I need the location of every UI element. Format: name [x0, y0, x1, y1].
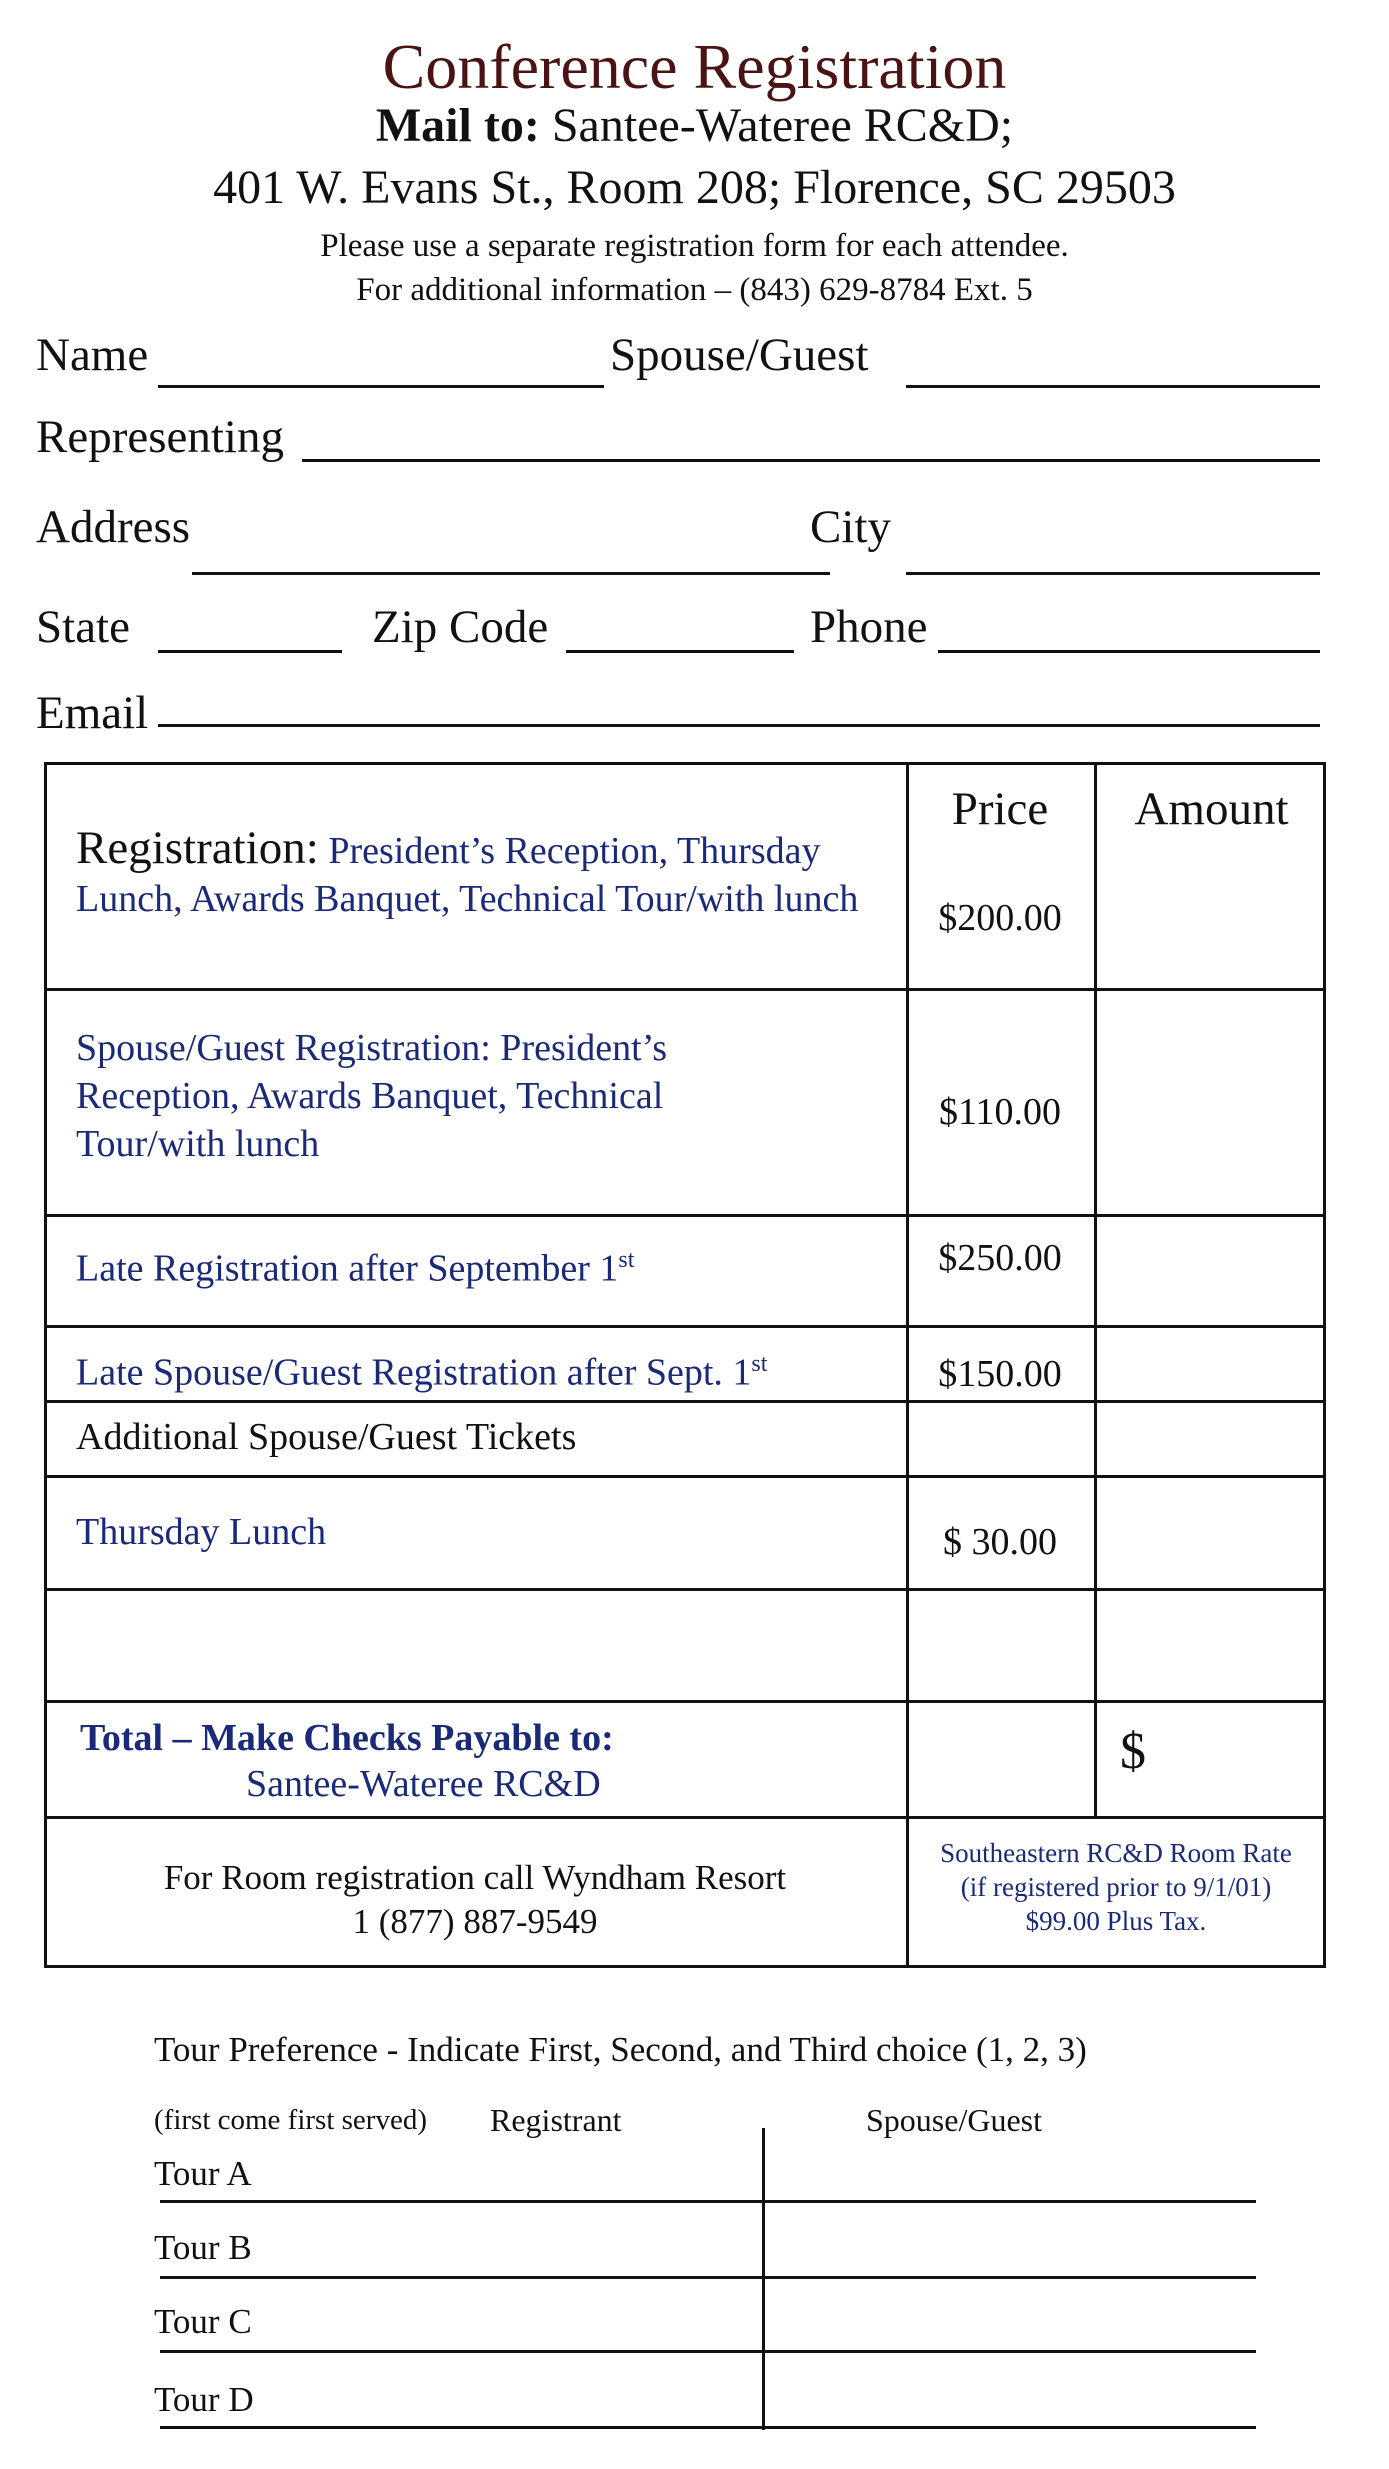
zip-code-label: Zip Code — [372, 601, 549, 653]
representing-label: Representing — [36, 411, 284, 463]
representing-field[interactable] — [302, 459, 1320, 462]
spouse-guest-label: Spouse/Guest — [610, 329, 869, 381]
form-title: Conference Registration — [382, 31, 1007, 102]
address-label: Address — [36, 501, 191, 553]
thursday-lunch-label: Thursday Lunch — [76, 1511, 327, 1553]
spouse-registration-price: $110.00 — [938, 1091, 1062, 1133]
registration-row-label — [76, 824, 876, 923]
late-spouse-registration-text: Late Spouse/Guest Registration after Sept. 1 — [76, 1351, 752, 1394]
row-divider — [44, 1214, 1326, 1217]
amount-header: Amount — [1134, 783, 1289, 835]
registration-amount-cell[interactable] — [1100, 830, 1320, 980]
row-divider — [44, 1400, 1326, 1403]
thursday-lunch-price: $ 30.00 — [943, 1521, 1057, 1563]
tour-b-row-line[interactable] — [160, 2276, 1256, 2279]
mailing-address: 401 W. Evans St., Room 208; Florence, SC 29503 — [213, 161, 1176, 214]
late-registration-sup: st — [618, 1247, 635, 1273]
spouse-registration-label: Spouse/Guest Registration: President’s Reception, Awards Banquet, Technical Tour/with lunch — [76, 1027, 668, 1165]
mail-to-line — [0, 98, 1389, 153]
phone-field[interactable] — [938, 650, 1320, 653]
phone-label: Phone — [810, 601, 928, 653]
room-rate-divider — [906, 1816, 909, 1968]
tour-a-row-line[interactable] — [160, 2200, 1256, 2203]
late-spouse-registration-amount-cell[interactable] — [1100, 1331, 1320, 1395]
first-come-note: (first come first served) — [154, 2104, 427, 2136]
tour-preference-heading: Tour Preference - Indicate First, Second, and Third choice (1, 2, 3) — [154, 2030, 1087, 2069]
room-registration-line1: For Room registration call Wyndham Resort — [163, 1858, 787, 1897]
row-divider — [44, 1700, 1326, 1703]
tour-c-label: Tour C — [154, 2302, 252, 2341]
registration-items: President’s Reception, Thursday Lunch, Awards Banquet, Technical Tour/with lunch — [76, 830, 859, 920]
name-field[interactable] — [158, 385, 604, 388]
room-registration-info — [50, 1856, 900, 1944]
row-divider — [44, 988, 1326, 991]
email-label: Email — [36, 687, 149, 739]
address-field[interactable] — [192, 572, 830, 575]
row-divider — [44, 1816, 1326, 1819]
total-payee: Santee-Wateree RC&D — [246, 1763, 601, 1805]
price-header: Price — [951, 783, 1049, 835]
city-field[interactable] — [906, 572, 1320, 575]
tour-b-label: Tour B — [154, 2228, 252, 2267]
tour-d-label: Tour D — [154, 2380, 254, 2419]
tour-column-divider — [762, 2128, 765, 2430]
additional-info-note: For additional information – (843) 629-8784 Ext. 5 — [356, 272, 1033, 308]
tour-d-row-line[interactable] — [160, 2426, 1256, 2429]
additional-tickets-label: Additional Spouse/Guest Tickets — [76, 1416, 577, 1458]
tour-a-label: Tour A — [154, 2154, 252, 2193]
late-registration-amount-cell[interactable] — [1100, 1220, 1320, 1320]
row-divider — [44, 1588, 1326, 1591]
state-field[interactable] — [158, 650, 342, 653]
registration-price: $200.00 — [938, 897, 1062, 939]
registrant-header: Registrant — [490, 2102, 622, 2138]
city-label: City — [810, 501, 891, 553]
total-label: Total – Make Checks Payable to: — [80, 1717, 614, 1759]
spouse-guest-header: Spouse/Guest — [866, 2102, 1042, 2138]
late-registration-text: Late Registration after September 1 — [76, 1247, 619, 1290]
late-registration-label — [76, 1236, 896, 1293]
separate-form-note: Please use a separate registration form for each attendee. — [320, 228, 1069, 264]
mail-to-org: Santee-Wateree RC&D; — [551, 99, 1014, 152]
thursday-lunch-amount-cell[interactable] — [1100, 1481, 1320, 1583]
room-rate-line1: Southeastern RC&D Room Rate — [940, 1838, 1292, 1868]
late-spouse-registration-label — [76, 1340, 896, 1397]
email-field[interactable] — [158, 724, 1320, 727]
late-spouse-registration-sup: st — [751, 1351, 768, 1377]
total-amount: $ — [1120, 1723, 1146, 1780]
state-label: State — [36, 601, 130, 653]
late-spouse-registration-price: $150.00 — [938, 1353, 1062, 1395]
tour-c-row-line[interactable] — [160, 2350, 1256, 2353]
additional-tickets-amount-cell[interactable] — [1100, 1406, 1320, 1470]
row-divider — [44, 1325, 1326, 1328]
spouse-guest-field[interactable] — [906, 385, 1320, 388]
room-rate-line2: (if registered prior to 9/1/01) — [960, 1872, 1272, 1902]
row-divider — [44, 1475, 1326, 1478]
spouse-registration-amount-cell[interactable] — [1100, 994, 1320, 1208]
amount-column-divider — [1094, 762, 1097, 1816]
mail-to-label: Mail to: — [375, 99, 540, 152]
late-registration-price: $250.00 — [938, 1237, 1062, 1279]
zip-code-field[interactable] — [566, 650, 794, 653]
blank-row[interactable] — [50, 1594, 900, 1694]
room-rate-line3: $99.00 Plus Tax. — [1025, 1906, 1207, 1936]
room-registration-phone: 1 (877) 887-9549 — [352, 1902, 598, 1941]
name-label: Name — [36, 329, 149, 381]
room-rate-info — [910, 1836, 1322, 1938]
registration-lead: Registration: — [76, 822, 319, 874]
